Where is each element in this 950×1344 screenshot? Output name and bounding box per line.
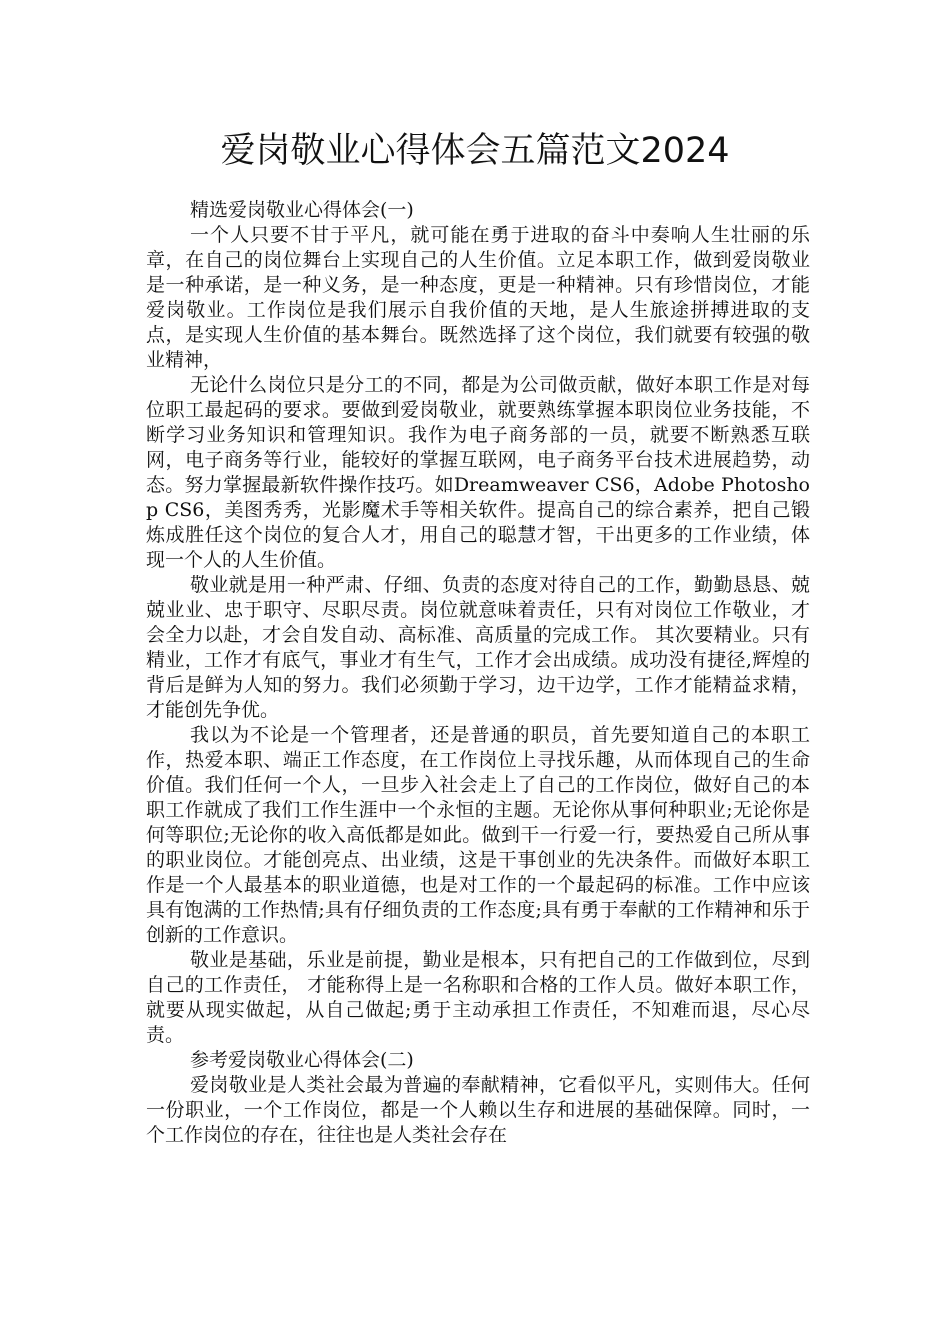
paragraph: 爱岗敬业是人类社会最为普遍的奉献精神，它看似平凡，实则伟大。任何一份职业，一个工作岗位，都是一个人赖以生存和进展的基础保障。同时，一个工作岗位的存在，往往也是人类社会存在 xyxy=(146,1074,810,1146)
section-heading: 参考爱岗敬业心得体会(二) xyxy=(190,1049,414,1071)
document-title: 爱岗敬业心得体会五篇范文2024 xyxy=(220,131,730,171)
document-body xyxy=(146,198,810,1148)
paragraph: 无论什么岗位只是分工的不同，都是为公司做贡献，做好本职工作是对每位职工最起码的要求。要做到爱岗敬业，就要熟练掌握本职岗位业务技能，不断学习业务知识和管理知识。我作为电子商务部的一员，就要不断熟悉互联网，电子商务等行业，能较好的掌握互联网，电子商务平台技术进展趋势，动态。努力掌握最新软件操作技巧。如Dreamweaver CS6，Adobe Photoshop CS6，美图秀秀，光影魔术手等相关软件。提高自己的综合素养，把自己锻炼成胜任这个岗位的复合人才，用自己的聪慧才智，干出更多的工作业绩，体现一个人的人生价值。 xyxy=(146,374,810,571)
paragraph: 我以为不论是一个管理者，还是普通的职员，首先要知道自己的本职工作，热爱本职、端正工作态度，在工作岗位上寻找乐趣，从而体现自己的生命价值。我们任何一个人，一旦步入社会走上了自己的工作岗位，做好自己的本职工作就成了我们工作生涯中一个永恒的主题。无论你从事何种职业;无论你是何等职位;无论你的收入高低都是如此。做到干一行爱一行，要热爱自己所从事的职业岗位。才能创亮点、出业绩，这是干事创业的先决条件。而做好本职工作是一个人最基本的职业道德，也是对工作的一个最起码的标准。工作中应该具有饱满的工作热情;具有仔细负责的工作态度;具有勇于奉献的工作精神和乐于创新的工作意识。 xyxy=(146,724,810,946)
paragraph: 一个人只要不甘于平凡，就可能在勇于进取的奋斗中奏响人生壮丽的乐章，在自己的岗位舞台上实现自己的人生价值。立足本职工作，做到爱岗敬业是一种承诺，是一种义务，是一种态度，更是一种精神。只有珍惜岗位，才能爱岗敬业。工作岗位是我们展示自我价值的天地，是人生旅途拼搏进取的支点，是实现人生价值的基本舞台。既然选择了这个岗位，我们就要有较强的敬业精神， xyxy=(146,224,810,371)
section-heading: 精选爱岗敬业心得体会(一) xyxy=(190,199,414,221)
paragraph: 敬业就是用一种严肃、仔细、负责的态度对待自己的工作，勤勤恳恳、兢兢业业、忠于职守、尽职尽责。岗位就意味着责任，只有对岗位工作敬业，才会全力以赴，才会自发自动、高标准、高质量的完成工作。 其次要精业。只有精业，工作才有底气，事业才有生气，工作才会出成绩。成功没有捷径,辉煌的背后是鲜为人知的努力。我们必须勤于学习，边干边学，工作才能精益求精，才能创先争优。 xyxy=(146,574,810,721)
paragraph: 敬业是基础，乐业是前提，勤业是根本，只有把自己的工作做到位，尽到自己的工作责任， 才能称得上是一名称职和合格的工作人员。做好本职工作，就要从现实做起，从自己做起;勇于主动承担工作责任，不知难而退，尽心尽责。 xyxy=(146,949,810,1046)
